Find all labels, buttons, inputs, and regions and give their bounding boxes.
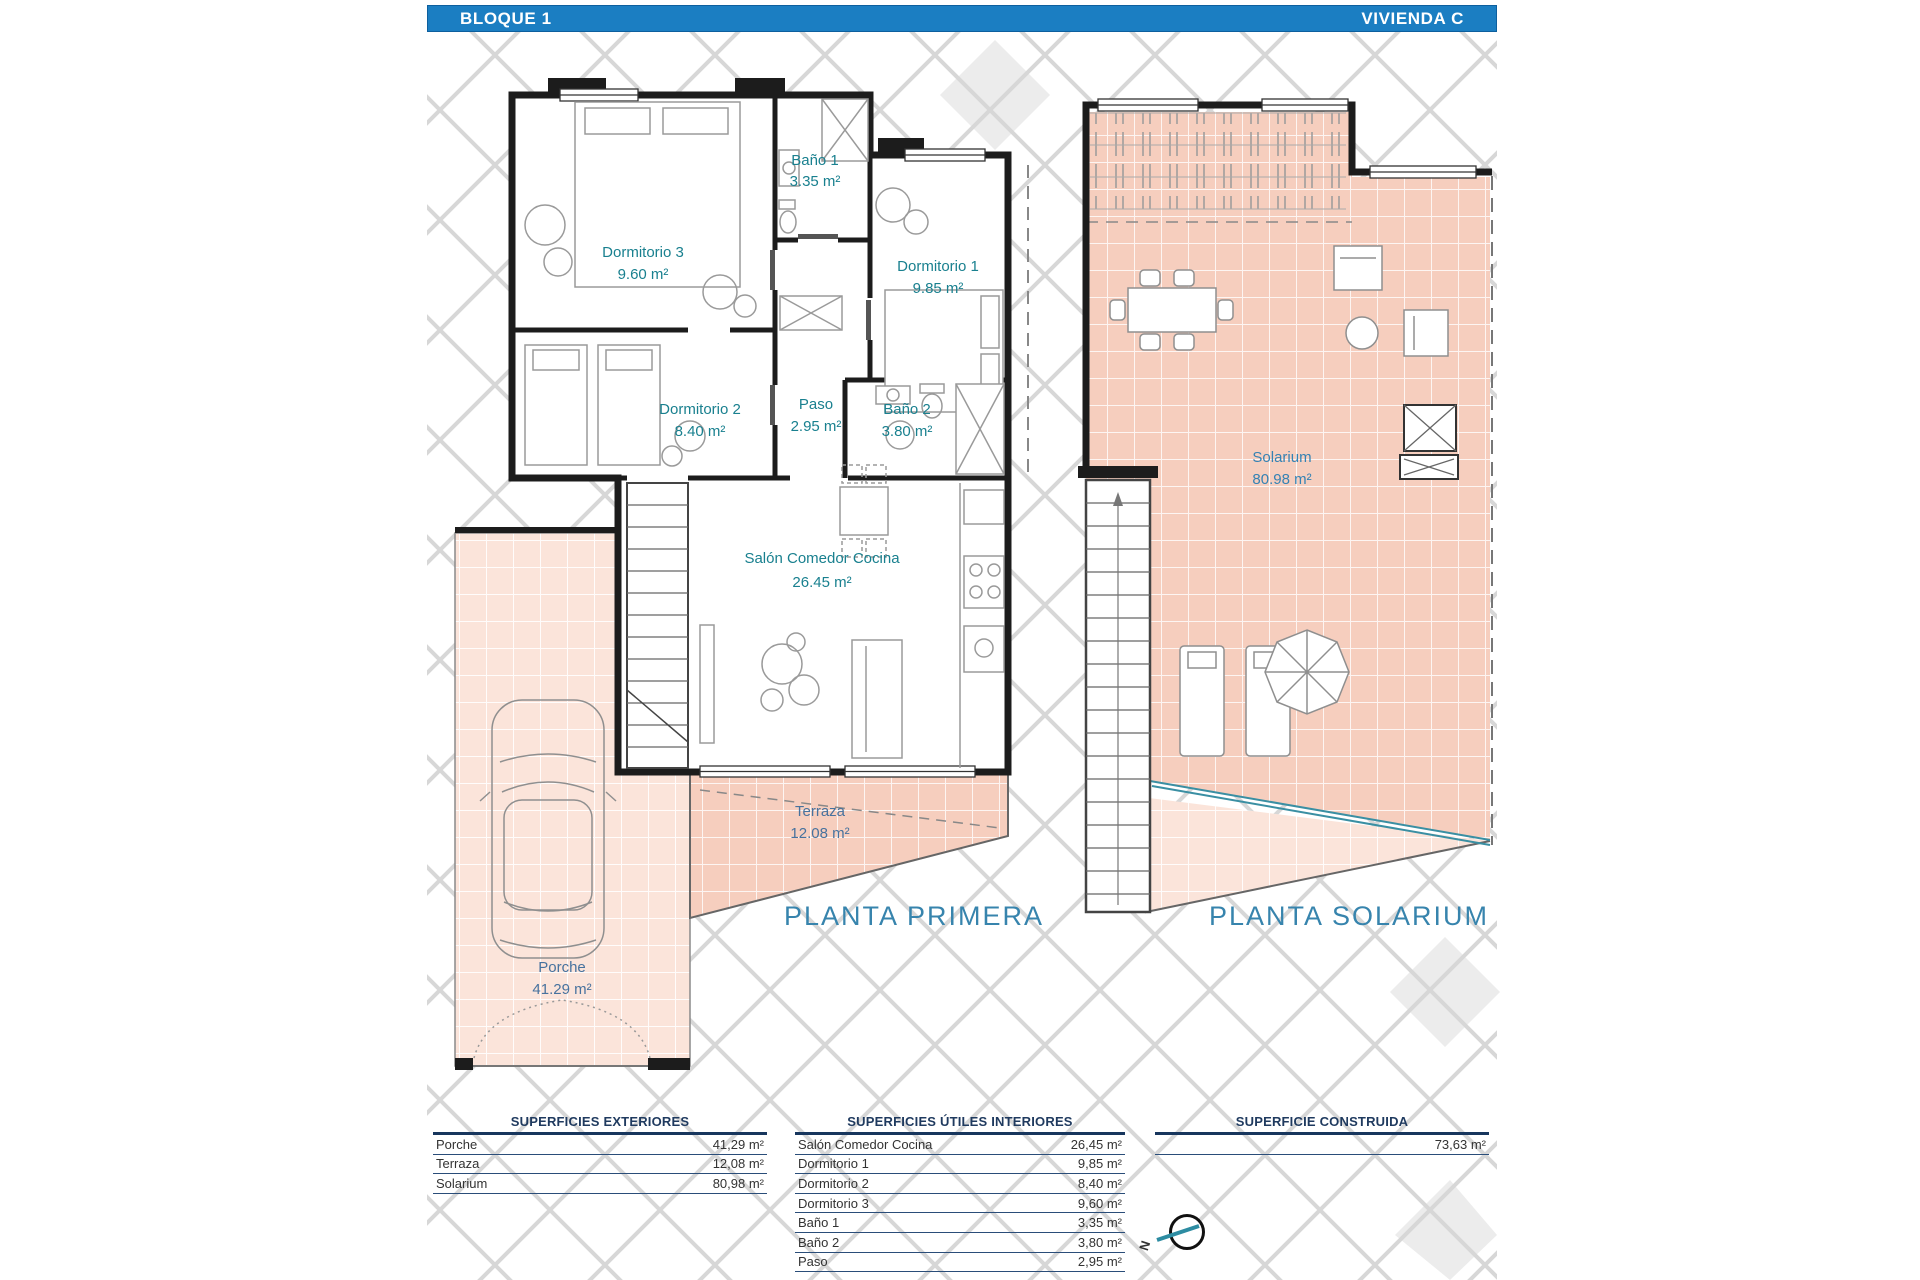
- row-value: 2,95 m²: [1077, 1254, 1122, 1270]
- table-row: [795, 1213, 1125, 1233]
- table-superficies-exteriores: [433, 1114, 767, 1194]
- room-label-dormitorio2: Dormitorio 2: [659, 401, 741, 418]
- room-area-dormitorio1: 9.85 m²: [912, 280, 964, 297]
- table-row: [795, 1155, 1125, 1175]
- row-label: Baño 1: [798, 1215, 840, 1231]
- row-value: 8,40 m²: [1077, 1175, 1122, 1191]
- row-value: 12,08 m²: [712, 1156, 764, 1172]
- row-label: Paso: [798, 1254, 828, 1270]
- room-label-dormitorio3: Dormitorio 3: [602, 244, 684, 261]
- table-row: [433, 1135, 767, 1155]
- row-value: 26,45 m²: [1070, 1136, 1122, 1152]
- table-header: SUPERFICIES EXTERIORES: [433, 1114, 767, 1135]
- dwelling-label: VIVIENDA C: [1361, 8, 1464, 28]
- row-label: Baño 2: [798, 1234, 840, 1250]
- plan-solarium-title: PLANTA SOLARIUM: [1208, 901, 1490, 931]
- table-row: [433, 1174, 767, 1194]
- row-value: 73,63 m²: [1434, 1136, 1486, 1152]
- room-area-bano2: 3.80 m²: [881, 423, 933, 440]
- table-row: [1155, 1135, 1489, 1155]
- room-area-dormitorio2: 8.40 m²: [674, 423, 726, 440]
- room-area-solarium: 80.98 m²: [1252, 471, 1312, 488]
- room-area-salon: 26.45 m²: [792, 574, 852, 591]
- stairs-solarium: [1086, 480, 1150, 912]
- room-area-dormitorio3: 9.60 m²: [617, 266, 669, 283]
- north-label: N: [1136, 1238, 1154, 1253]
- table-row: [433, 1155, 767, 1175]
- table-header: SUPERFICIES ÚTILES INTERIORES: [795, 1114, 1125, 1135]
- row-value: 3,80 m²: [1077, 1234, 1122, 1250]
- room-label-salon: Salón Comedor Cocina: [744, 550, 900, 567]
- table-row: [795, 1194, 1125, 1214]
- row-label: Porche: [436, 1136, 478, 1152]
- room-label-bano1: Baño 1: [791, 152, 839, 169]
- table-row: [795, 1233, 1125, 1253]
- room-area-terraza: 12.08 m²: [790, 825, 850, 842]
- table-header: SUPERFICIE CONSTRUIDA: [1155, 1114, 1489, 1135]
- row-label: Dormitorio 2: [798, 1175, 869, 1191]
- row-label: Salón Comedor Cocina: [798, 1136, 933, 1152]
- room-label-solarium: Solarium: [1252, 449, 1312, 466]
- row-label: Dormitorio 3: [798, 1195, 869, 1211]
- table-row: [795, 1135, 1125, 1155]
- room-label-dormitorio1: Dormitorio 1: [897, 258, 979, 275]
- table-row: [795, 1174, 1125, 1194]
- row-value: 80,98 m²: [712, 1175, 764, 1191]
- table-superficies-utiles-interiores: [795, 1114, 1125, 1272]
- room-label-porche: Porche: [538, 959, 586, 976]
- plan-primera-title: PLANTA PRIMERA: [783, 901, 1045, 931]
- row-value: 41,29 m²: [712, 1136, 764, 1152]
- row-value: 9,60 m²: [1077, 1195, 1122, 1211]
- row-label: Terraza: [436, 1156, 480, 1172]
- room-area-paso: 2.95 m²: [790, 418, 842, 435]
- room-label-terraza: Terraza: [794, 803, 846, 820]
- row-value: 9,85 m²: [1077, 1156, 1122, 1172]
- title-bar: [427, 5, 1497, 32]
- row-label: Solarium: [436, 1175, 488, 1191]
- room-area-porche: 41.29 m²: [532, 981, 592, 998]
- row-value: 3,35 m²: [1077, 1215, 1122, 1231]
- stairs-primera: [627, 483, 688, 768]
- room-label-paso: Paso: [798, 396, 834, 413]
- table-row: [795, 1253, 1125, 1273]
- room-label-bano2: Baño 2: [883, 401, 931, 418]
- room-area-bano1: 3.35 m²: [789, 173, 841, 190]
- table-superficie-construida: [1155, 1114, 1489, 1155]
- row-label: Dormitorio 1: [798, 1156, 869, 1172]
- block-label: BLOQUE 1: [460, 8, 552, 28]
